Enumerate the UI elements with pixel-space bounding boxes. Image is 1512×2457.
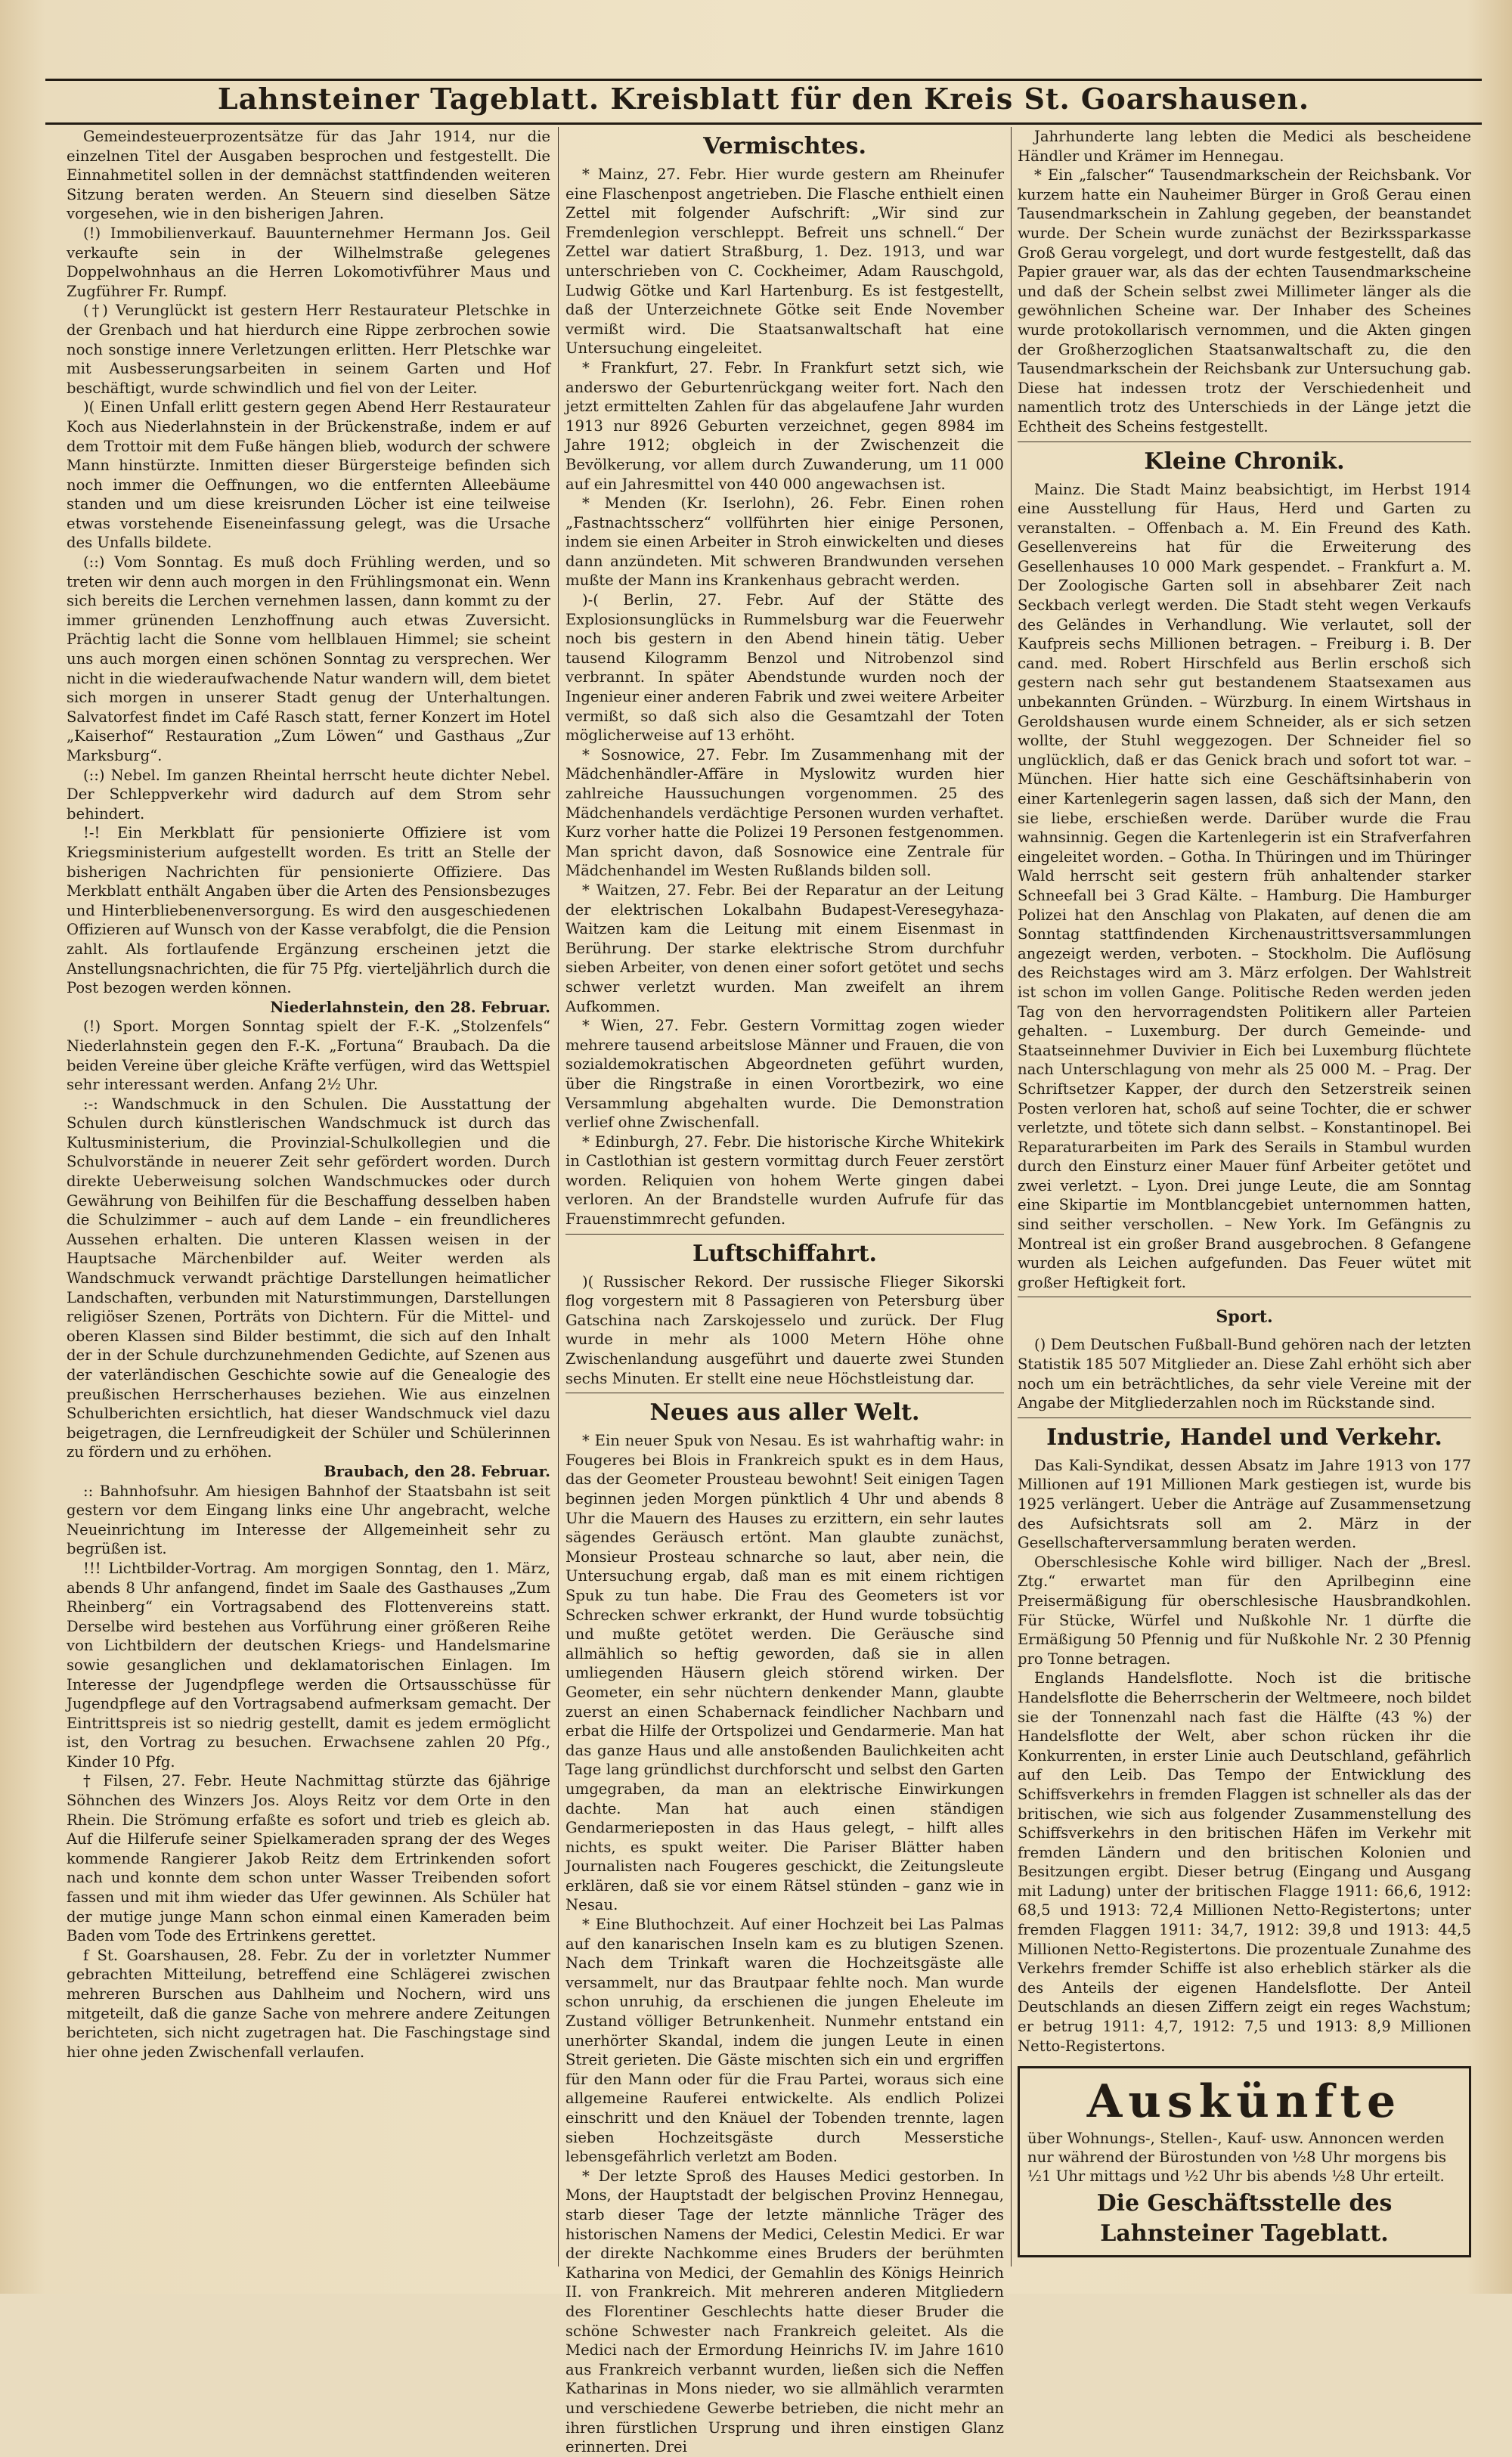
article-paragraph: * Ein „falscher“ Tausendmarkschein der Reichsbank. Vor kurzem hatte ein Nauheimer Bürger in Groß Gerau einen Tausendmarkschein in Zahlung gegeben, der beanstandet wurde. Der Schein wurde zunächst der Bezirkssparkasse Groß Gerau vorgelegt, und dort wurde festgestellt, daß das Papier grauer war, als das der echten Tausendmarkscheine und daß der Schein selbst zwei Millimeter länger als die gewöhnlichen Scheine war. Der Inhaber des Scheines wurde protokollarisch vernommen, und die Akten gingen der Großherzoglichen Staatsanwaltschaft zu, die den Tausendmarkschein der Reichsbank zur Untersuchung gab. Diese hat indessen trotz der Verschiedenheit und namentlich trotz des Unterschieds in der Länge jetzt die Echtheit des Scheins festgestellt.	[1018, 166, 1471, 435]
ad-footer: Die Geschäftsstelle des Lahnsteiner Tageblatt.	[1096, 2190, 1393, 2248]
article-paragraph: † Filsen, 27. Febr. Heute Nachmittag stürzte das 6jährige Söhnchen des Winzers Jos. Aloys Reitz vor dem Orte in den Rhein. Die Strömung erfaßte es sofort und trieb es gleich ab. Auf die Hilferufe seiner Spielkameraden sprang der des Weges kommende Rangierer Jakob Reitz dem Ertrinkenden sofort nach und konnte dem schon unter Wasser Treibenden sofort fassen und mit ihm wieder das Ufer gewinnen. Als Schüler hat der mutige junge Mann schon einmal einen Kameraden beim Baden vom Tode des Ertrinkens gerettet.	[67, 1772, 550, 1945]
column-3	[1018, 127, 1471, 2282]
braubach-dateline: Braubach, den 28. Februar.	[324, 1462, 550, 1480]
article-paragraph: :: Bahnhofsuhr. Am hiesigen Bahnhof der Staatsbahn ist seit gestern vor dem Eingang links eine Uhr angebracht, welche Neueinrichtung im Interesse der Allgemeinheit sehr zu begrüßen ist.	[67, 1482, 550, 1558]
column-2	[565, 127, 1004, 2456]
column-1	[67, 127, 550, 2282]
article-paragraph: Englands Handelsflotte. Noch ist die britische Handelsflotte die Beherrscherin der Weltmeere, noch bildet sie der Tonnenzahl nach fast die Hälfte (43 %) der Handelsflotte der Welt, aber schon rücken ihr die Konkurrenten, in erster Linie auch Deutschland, gefährlich auf den Leib. Das Tempo der Entwicklung des Schiffsverkehrs in fremden Flaggen ist schneller als das der britischen, wie sich aus folgender Zusammenstellung des Schiffsverkehrs in den britischen Häfen im Verkehr mit fremden Ländern und den britischen Kolonien und Besitzungen ergibt. Dieser betrug (Eingang und Ausgang mit Ladung) unter der britischen Flagge 1911: 66,6, 1912: 68,5 und 1913: 72,4 Millionen Netto-Registertons; unter fremden Flaggen 1911: 34,7, 1912: 39,8 und 1913: 44,5 Millionen Netto-Registertons. Die prozentuale Zunahme des Verkehrs fremder Schiffe ist also erheblich stärker als die des Anteils der eigenen Handelsflotte. Der Anteil Deutschlands an diesen Ziffern zeigt ein reges Wachstum; er betrug 1911: 4,7, 1912: 7,5 und 1913: 8,9 Millionen Netto-Registertons.	[1018, 1669, 1471, 2055]
article-paragraph: * Mainz, 27. Febr. Hier wurde gestern am Rheinufer eine Flaschenpost angetrieben. Die Flasche enthielt einen Zettel mit folgender Aufschrift: „Wir sind zur Fremdenlegion verschleppt. Befreit uns schnell.“ Der Zettel war datiert Straßburg, 1. Dez. 1913, und war unterschrieben von C. Cockheimer, Adam Rauschgold, Ludwig Götke und Karl Hartenburg. Es ist festgestellt, daß der Unterzeichnete Götke seit Ende November vermißt wird. Die Staatsanwaltschaft hat eine Untersuchung eingeleitet.	[565, 166, 1004, 358]
luftschiffahrt-heading: Luftschiffahrt.	[692, 1240, 877, 1267]
article-paragraph: * Frankfurt, 27. Febr. In Frankfurt setzt sich, wie anderswo der Geburtenrückgang weiter fort. Nach den jetzt ermittelten Zahlen für das abgelaufene Jahr wurden 1913 nur 8926 Geburten verzeichnet, gegen 8984 im Jahre 1912; obgleich in der Zwischenzeit die Bevölkerung, vor allem durch Zuwanderung, um 11 000 auf ein Jahresmittel von 440 000 angewachsen ist.	[565, 358, 1004, 493]
article-paragraph: (!) Immobilienverkauf. Bauunternehmer Hermann Jos. Geil verkaufte sein in der Wilhelmstraße gelegenes Doppelwohnhaus an die Herren Lokomotivführer Maus und Zugführer Fr. Rumpf.	[67, 224, 550, 300]
article-paragraph: )-( Berlin, 27. Febr. Auf der Stätte des Explosionsunglücks in Rummelsburg war die Feuerwehr noch bis gestern in den Abend hinein tätig. Ueber tausend Kilogramm Benzol und Nitrobenzol sind verbrannt. In später Abendstunde wurden noch der Ingenieur einer anderen Fabrik und zwei weitere Arbeiter vermißt, so daß sich also die Gesamtzahl der Toten möglicherweise auf 13 erhöht.	[565, 591, 1004, 745]
column-divider	[558, 127, 559, 2266]
article-paragraph: (†) Verunglückt ist gestern Herr Restaurateur Pletschke in der Grenbach und hat hierdurch eine Rippe zerbrochen sowie noch sonstige innere Verletzungen erlitten. Herr Pletschke war mit Ausbesserungsarbeiten in seinem Garten und Hof beschäftigt, wurde schwindlich und fiel von der Leiter.	[67, 302, 550, 397]
article-paragraph: * Menden (Kr. Iserlohn), 26. Febr. Einen rohen „Fastnachtsscherz“ vollführten hier einige Personen, indem sie einen Arbeiter in Stroh einwickelten und dieses dann anzündeten. Mit schweren Brandwunden versehen mußte der Mann ins Krankenhaus gebracht werden.	[565, 494, 1004, 590]
article-paragraph: * Der letzte Sproß des Hauses Medici gestorben. In Mons, der Hauptstadt der belgischen Provinz Hennegau, starb dieser Tage der letzte männliche Träger des historischen Namens der Medici, Celestin Medici. Er war der direkte Nachkomme eines Bruders der berühmten Katharina von Medici, der Gemahlin des Königs Heinrich II. von Frankreich. Mit mehreren anderen Mitgliedern des Florentiner Geschlechts hatte dieser Bruder die schöne Schwester nach Frankreich geleitet. Als die Medici nach der Ermordung Heinrichs IV. im Jahre 1610 aus Frankreich verbannt wurden, ließen sich die Neffen Katharinas in Mons nieder, wo sie allmählich verarmten und verschiedene Gewerbe betrieben, die nicht mehr an ihren fürstlichen Ursprung und ihren einstigen Glanz erinnerten. Drei	[565, 2167, 1004, 2456]
article-paragraph: * Eine Bluthochzeit. Auf einer Hochzeit bei Las Palmas auf den kanarischen Inseln kam es zu blutigen Szenen. Nach dem Trinkaft waren die Hochzeitsgäste alle versammelt, nur das Brautpaar fehlte noch. Man wurde schon unruhig, da erschienen die jungen Eheleute im Zustand völliger Betrunkenheit. Nunmehr entstand ein unerhörter Skandal, indem die jungen Leute in einen Streit gerieten. Die Gäste mischten sich ein und ergriffen für den Mann oder für die Frau Partei, woraus sich eine allgemeine Rauferei entwickelte. Als endlich Polizei einschritt und den Knäuel der Tobenden trennte, lagen sieben Hochzeitsgäste durch Messerstiche lebensgefährlich verletzt am Boden.	[565, 1916, 1004, 2166]
welt-heading: Neues aus aller Welt.	[649, 1399, 920, 1427]
niederlahnstein-dateline: Niederlahnstein, den 28. Februar.	[270, 998, 550, 1016]
article-paragraph: !!! Lichtbilder-Vortrag. Am morgigen Sonntag, den 1. März, abends 8 Uhr anfangend, findet im Saale des Gasthauses „Zum Rheinberg“ ein Vortragsabend des Flottenvereins statt. Derselbe wird bestehen aus Vorführung einer größeren Reihe von Lichtbildern der deutschen Kriegs- und Handelsmarine sowie gesanglichen und deklamatorischen Einlagen. Im Interesse der Jugendpflege werden die Ortsausschüsse für Jugendpflege auf den Vortragsabend aufmerksam gemacht. Der Eintrittspreis ist so niedrig gestellt, damit es jedem ermöglicht ist, den Vortrag zu besuchen. Erwachsene zahlen 20 Pfg., Kinder 10 Pfg.	[67, 1559, 550, 1771]
article-paragraph: (::) Nebel. Im ganzen Rheintal herrscht heute dichter Nebel. Der Schleppverkehr wird dadurch auf dem Strom sehr behindert.	[67, 766, 550, 823]
article-paragraph: () Dem Deutschen Fußball-Bund gehören nach der letzten Statistik 185 507 Mitglieder an. Diese Zahl erhöht sich aber noch um ein beträchtliches, da sehr viele Vereine mit der Angabe der Mitgliederzahlen noch im Rückstande sind.	[1018, 1336, 1471, 1412]
article-paragraph: (!) Sport. Morgen Sonntag spielt der F.-K. „Stolzenfels“ Niederlahnstein gegen den F.-K. „Fortuna“ Braubach. Da die beiden Vereine über gleiche Kräfte verfügen, wird das Wettspiel sehr interessant werden. Anfang 2½ Uhr.	[67, 1018, 550, 1094]
article-paragraph: * Sosnowice, 27. Febr. Im Zusammenhang mit der Mädchenhändler-Affäre in Myslowitz wurden hier zahlreiche Haussuchungen vorgenommen. 25 des Mädchenhandels verdächtige Personen wurden verhaftet. Kurz vorher hatte die Polizei 19 Personen festgenommen. Man spricht davon, daß Sosnowice eine Zentrale für Mädchenhandel im Westen Rußlands bilden soll.	[565, 745, 1004, 880]
industrie-section	[1018, 1456, 1471, 2056]
sport-heading: Sport.	[1216, 1307, 1273, 1328]
chronik-section	[1018, 480, 1471, 1293]
welt-section	[565, 1431, 1004, 2456]
article-paragraph: (::) Vom Sonntag. Es muß doch Frühling werden, und so treten wir denn auch morgen in den Frühlingsmonat ein. Wenn sich bereits die Lerchen vernehmen lassen, dann kommt zu der immer grünenden Lenzhoffnung auch etwas Zuversicht. Prächtig lacht die Sonne vom hellblauen Himmel; sie scheint uns auch morgen einen schönen Sonntag zu versprechen. Wer nicht in die wiederaufwachende Natur wandern will, dem bietet sich morgen in unserer Stadt genug der Unterhaltungen. Salvatorfest findet im Café Rasch statt, ferner Konzert im Hotel „Kaiserhof“ Restauration „Zum Löwen“ und Gasthaus „Zur Marksburg“.	[67, 553, 550, 764]
continued-section	[1018, 127, 1471, 437]
masthead: Lahnsteiner Tageblatt. Kreisblatt für den Kreis St. Goarshausen.	[217, 82, 1310, 116]
vermischtes-section	[565, 165, 1004, 1229]
section-rule	[565, 1234, 1004, 1235]
article-paragraph: Das Kali-Syndikat, dessen Absatz im Jahre 1913 von 177 Millionen auf 191 Millionen Mark gestiegen ist, wurde bis 1925 verlängert. Ueber die Anträge auf Zusammensetzung des Aufsichtsrats soll am 2. März in der Gesellschafterversammlung beraten werden.	[1018, 1456, 1471, 1552]
article-paragraph: :-: Wandschmuck in den Schulen. Die Ausstattung der Schulen durch künstlerischen Wandschmuck ist durch das Kultusministerium, die Provinzial-Schulkollegien und die Schulvorstände in neuerer Zeit sehr gefördert worden. Durch direkte Ueberweisung solchen Wandschmuckes oder durch Gewährung von Beihilfen für die Beschaffung desselben haben die Schulzimmer – auch auf dem Lande – ein freundlicheres Aussehen erhalten. Die unteren Klassen weisen in der Hauptsache Märchenbilder auf. Weiter werden als Wandschmuck verwandt prächtige Darstellungen heimatlicher Landschaften, verbunden mit Naturstimmungen, Darstellungen religiöser Szenen, Porträts von Dichtern. Für die Mittel- und oberen Klassen sind Bilder bestimmt, die sich auf den Inhalt der in der Schule durchzunehmenden Gedichte, auf Szenen aus der vaterländischen Geschichte sowie auf die Genealogie des preußischen Herrscherhauses beziehen. Wie aus einzelnen Schulberichten ersichtlich, hat dieser Wandschmuck viel dazu beigetragen, die Lernfreudigkeit der Schüler und Schülerinnen zu fördern und zu erhöhen.	[67, 1095, 550, 1461]
niederlahnstein-news	[67, 1017, 550, 1462]
article-paragraph: )( Russischer Rekord. Der russische Flieger Sikorski flog vorgestern mit 8 Passagieren von Petersburg über Gatschina nach Zarskojesselo und zurück. Der Flug wurde in mehr als 1000 Metern Höhe ohne Zwischenlandung ausgeführt und dauerte zwei Stunden sechs Minuten. Er stellt eine neue Höchstleistung dar.	[565, 1272, 1004, 1387]
luftschiffahrt-section	[565, 1272, 1004, 1389]
article-paragraph: !-! Ein Merkblatt für pensionierte Offiziere ist vom Kriegsministerium aufgestellt worden. Es tritt an Stelle der bisherigen Nachrichten für pensionierte Offiziere. Das Merkblatt enthält Angaben über die Arten des Pensionsbezuges und Hinterbliebenenversorgung. Es wird den ausgeschiedenen Offizieren auf Wunsch von der Kasse verabfolgt, die die Pension zahlt. Als fortlaufende Ergänzung erscheinen jetzt die Anstellungsnachrichten, die für 75 Pfg. vierteljährlich durch die Post bezogen werden können.	[67, 824, 550, 997]
ad-title: Auskünfte	[1086, 2075, 1402, 2129]
local-news	[67, 127, 550, 998]
article-paragraph: )( Einen Unfall erlitt gestern gegen Abend Herr Restaurateur Koch aus Niederlahnstein in der Brückenstraße, indem er auf dem Trottoir mit dem Fuße hängen blieb, wodurch der schwere Mann hinstürzte. Inmitten dieser Bürgersteige befinden sich noch immer die Oeffnungen, wo die entfernten Alleebäume standen und um diese kreisrunden Löcher ist eine teilweise etwas vorstehende Eiseneinfassung gelegt, was die Ursache des Unfalls bildete.	[67, 398, 550, 552]
braubach-news	[67, 1482, 550, 2062]
ad-text: über Wohnungs-, Stellen-, Kauf- usw. Annoncen werden nur während der Bürostunden von ½8 Uhr morgens bis ½1 Uhr mittags und ½2 Uhr bis abends ½8 Uhr erteilt.	[1027, 2130, 1447, 2186]
article-paragraph: f St. Goarshausen, 28. Febr. Zu der in vorletzter Nummer gebrachten Mitteilung, betreffend eine Schlägerei zwischen mehreren Burschen aus Dahlheim und Nochern, wird uns mitgeteilt, daß die ganze Sache von mehrere andere Zeitungen berichteten, sich nicht zugetragen hat. Die Faschingstage sind hier ohne jeden Zwischenfall verlaufen.	[67, 1946, 550, 2061]
sport-section	[1018, 1335, 1471, 1412]
column-divider	[1011, 127, 1012, 2266]
masthead-top-rule	[45, 79, 1482, 81]
article-paragraph: * Wien, 27. Febr. Gestern Vormittag zogen wieder mehrere tausend arbeitslose Männer und Frauen, die von sozialdemokratischen Abgeordneten geführt wurden, über die Ringstraße in einen Vorortbezirk, wo eine Versammlung abgehalten wurde. Die Demonstration verlief ohne Zwischenfall.	[565, 1017, 1004, 1132]
article-paragraph: * Ein neuer Spuk von Nesau. Es ist wahrhaftig wahr: in Fougeres bei Blois in Frankreich spukt es in dem Haus, das der Geometer Prousteau bewohnt! Seit einigen Tagen beginnen jeden Morgen pünktlich 4 Uhr und abends 8 Uhr die Mauern des Hauses zu erzittern, ein sehr lautes sägendes Geräusch ertönt. Man glaubte zunächst, Monsieur Prosteau schnarche so laut, aber nein, die Untersuchung ergab, daß man es mit einem richtigen Spuk zu tun habe. Die Frau des Geometers ist vor Schrecken schwer erkrankt, der Hund wurde tobsüchtig und mußte getötet werden. Die Geräusche sind allmählich so heftig geworden, daß sie in allen umliegenden Häusern gleich störend wirken. Der Geometer, ein sehr nüchtern denkender Mann, glaubte zuerst an einen Schabernack feindlicher Nachbarn und erbat die Hilfe der Ortspolizei und Gendarmerie. Man hat das ganze Haus und alle anstoßenden Baulichkeiten acht Tage lang gründlichst durchforscht und selbst den Garten umgegraben, da man an elektrische Einwirkungen dachte. Man hat auch einen ständigen Gendarmerieposten in das Haus gelegt, – hilft alles nichts, es spukt weiter. Die Pariser Blätter haben Journalisten nach Fougeres geschickt, die Zeitungsleute erklären, daß sie vor einem Rätsel stünden – ganz wie in Nesau.	[565, 1432, 1004, 1914]
article-paragraph: Mainz. Die Stadt Mainz beabsichtigt, im Herbst 1914 eine Ausstellung für Haus, Herd und Garten zu veranstalten. – Offenbach a. M. Ein Freund des Kath. Gesellenvereins hat für die Erweiterung des Gesellenhauses 10 000 Mark gespendet. – Frankfurt a. M. Der Zoologische Garten soll in absehbarer Zeit nach Seckbach verlegt werden. Die Stadt steht wegen Verkaufs des Geländes in Verhandlung. Wie verlautet, soll der Kaufpreis sechs Millionen betragen. – Freiburg i. B. Der cand. med. Robert Hirschfeld aus Berlin erschoß sich gestern nach sehr gut bestandenem Staatsexamen aus unbekannten Gründen. – Würzburg. In einem Wirtshaus in Geroldshausen wurde einem Schneider, als er sich setzen wollte, der Stuhl weggezogen. Der Schneider fiel so unglücklich, daß er das Genick brach und sofort tot war. – München. Hier hatte sich eine Geschäftsinhaberin von einer Kartenlegerin sagen lassen, daß sich der Mann, den sie liebe, erschießen werde. Darüber wurde die Frau wahnsinnig. Gegen die Kartenlegerin ist ein Strafverfahren eingeleitet worden. – Gotha. In Thüringen und im Thüringer Wald herrscht seit gestern früh anhaltender starker Schneefall bei 3 Grad Kälte. – Hamburg. Die Hamburger Polizei hat den Anschlag von Plakaten, auf denen die am Sonntag stattfindenden Kirchenaustrittsversammlungen angezeigt werden, verboten. – Stockholm. Die Auflösung des Reichstages wird am 3. März erfolgen. Der Wahlstreit ist schon im vollen Gange. Politische Reden werden jeden Tag von den hervorragendsten Politikern aller Parteien gehalten. – Luxemburg. Der durch Gemeinde- und Staatseinnehmer Duvivier in Eich bei Luxemburg flüchtete nach Unterschlagung von mehr als 25 000 M. – Prag. Der Schriftsetzer Kapper, der durch den Setzerstreik seinen Posten verloren hat, schoß auf seine Tochter, die er schwer verletzte, und tötete sich dann selbst. – Konstantinopel. Bei Reparaturarbeiten im Park des Serails in Stambul wurden durch den Einsturz einer Mauer fünf Arbeiter getötet und zwei verletzt. – Lyon. Drei junge Leute, die am Sonntag eine Skipartie im Montblancgebiet unternommen hatten, sind seither verschollen. – New York. Im Gefängnis zu Montreal ist ein großer Brand ausgebrochen. 8 Gefangene wurden als Leichen aufgefunden. Das Feuer wütet mit großer Heftigkeit fort.	[1018, 480, 1471, 1291]
advertisement	[1018, 2066, 1471, 2257]
article-paragraph: Gemeindesteuerprozentsätze für das Jahr 1914, nur die einzelnen Titel der Ausgaben besprochen und festgestellt. Die Einnahmetitel sollen in der demnächst stattfindenden weiteren Sitzung beraten werden. An Steuern sind dieselben Sätze vorgesehen, wie in den bisherigen Jahren.	[67, 128, 550, 223]
chronik-heading: Kleine Chronik.	[1144, 448, 1345, 475]
article-paragraph: * Waitzen, 27. Febr. Bei der Reparatur an der Leitung der elektrischen Lokalbahn Budapest-Veresegyhaza-Waitzen kam die Leitung mit einem Eisenmast in Berührung. Der starke elektrische Strom durchfuhr sieben Arbeiter, von denen einer sofort getötet und sechs schwer verletzt wurden. Man zweifelt an ihrem Aufkommen.	[565, 881, 1004, 1015]
masthead-bottom-rule	[45, 122, 1482, 125]
industrie-heading: Industrie, Handel und Verkehr.	[1046, 1424, 1442, 1451]
article-paragraph: Jahrhunderte lang lebten die Medici als bescheidene Händler und Krämer im Hennegau.	[1018, 128, 1471, 165]
article-paragraph: Oberschlesische Kohle wird billiger. Nach der „Bresl. Ztg.“ erwartet man für den Aprilbeginn eine Preisermäßigung für oberschlesische Hausbrandkohlen. Für Stücke, Würfel und Nußkohle Nr. 1 dürfte die Ermäßigung 50 Pfennig und für Nußkohle Nr. 2 30 Pfennig pro Tonne betragen.	[1018, 1553, 1471, 1668]
vermischtes-heading: Vermischtes.	[703, 133, 866, 160]
article-paragraph: * Edinburgh, 27. Febr. Die historische Kirche Whitekirk in Castlothian ist gestern vormittag durch Feuer zerstört worden. Reliquien von hohem Werte gingen dabei verloren. An der Brandstelle wurden Aufrufe für das Frauenstimmrecht gefunden.	[565, 1132, 1004, 1228]
